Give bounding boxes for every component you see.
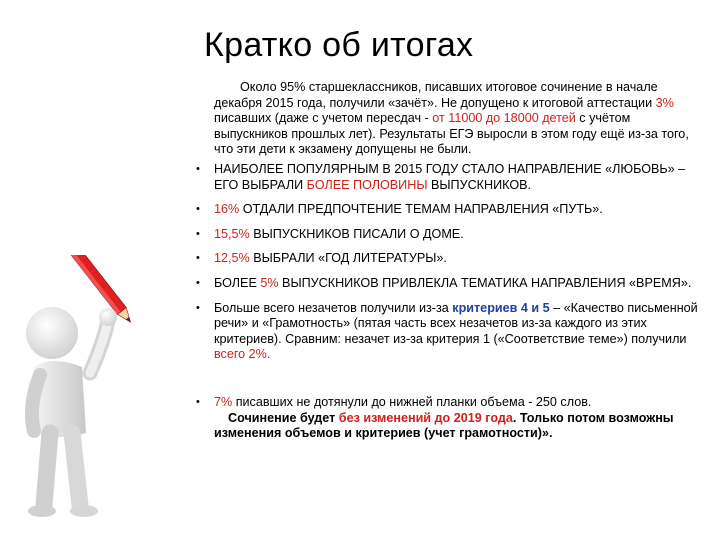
bullet-item — [196, 251, 700, 267]
bullet-list — [196, 162, 700, 442]
content-text — [196, 80, 700, 442]
intro-text-1: Около 95% старшеклассников, писавших итоговое сочинение в начале декабря 2015 года, получили «зачёт». Не допущено к итоговой аттестации — [214, 80, 658, 110]
bullet-highlight: 12,5% — [214, 251, 250, 266]
bullet-highlight: всего 2%. — [214, 347, 271, 362]
bullet-emphasis: критериев 4 и 5 — [452, 300, 550, 315]
bullet-highlight: БОЛЕЕ ПОЛОВИНЫ — [306, 177, 428, 192]
bullet-item — [196, 227, 700, 243]
bullet-highlight: 16% — [214, 202, 240, 217]
final-text-1: Сочинение будет — [228, 410, 339, 425]
intro-paragraph — [196, 80, 700, 158]
bullet-text: ВЫПУСКНИКОВ ПРИВЛЕКЛА ТЕМАТИКА НАПРАВЛЕНИЯ «ВРЕМЯ». — [278, 275, 692, 290]
bullet-text: – «Качество письменной речи» и «Грамотность» (пятая часть всех незачетов из-за каждого из этих критериев). Сравним: незачет из-за критерия 1 («Соответствие теме») получили — [214, 300, 698, 346]
bullet-text: БОЛЕЕ — [214, 275, 261, 290]
bullet-text: НАИБОЛЕЕ ПОПУЛЯРНЫМ В 2015 ГОДУ СТАЛО НАПРАВЛЕНИЕ «ЛЮБОВЬ» – ЕГО ВЫБРАЛИ — [214, 161, 686, 192]
bullet-item — [196, 202, 700, 218]
intro-highlight-1: 3% — [655, 95, 674, 110]
bullet-dot: • — [196, 162, 200, 175]
bullet-highlight: 5% — [260, 275, 279, 290]
intro-text-2: писавших (даже с учетом пересдач - — [214, 111, 433, 126]
final-text-2: . Только потом возможны изменения объемов и критериев (учет грамотности)». — [214, 410, 674, 441]
bullet-highlight: 7% — [214, 394, 233, 409]
bullet-dot: • — [196, 227, 200, 240]
bullet-dot: • — [196, 276, 200, 289]
figure-with-red-pencil-icon — [12, 255, 162, 525]
bullet-highlight: 15,5% — [214, 226, 250, 241]
bullet-text: ВЫПУСКНИКОВ ПИСАЛИ О ДОМЕ. — [249, 226, 464, 241]
bullet-item — [196, 162, 700, 193]
bullet-item — [196, 276, 700, 292]
bullet-text: Больше всего незачетов получили из-за — [214, 300, 453, 315]
intro-highlight-2: от 11000 до 18000 детей — [432, 111, 576, 126]
spacer — [196, 372, 700, 386]
bullet-dot: • — [196, 395, 200, 408]
bullet-text: ВЫБРАЛИ «ГОД ЛИТЕРАТУРЫ». — [249, 251, 447, 266]
bullet-text: ОТДАЛИ ПРЕДПОЧТЕНИЕ ТЕМАМ НАПРАВЛЕНИЯ «ПУТЬ». — [239, 202, 603, 217]
bullet-dot: • — [196, 203, 200, 216]
slide-title: Кратко об итогах — [204, 26, 474, 64]
final-note — [214, 411, 674, 441]
intro-text-3: с учётом выпускников прошлых лет). Результаты ЕГЭ выросли в этом году ещё из-за того, что эти дети к экзамену допущены не были. — [214, 111, 689, 157]
bullet-dot: • — [196, 301, 200, 314]
bullet-text: ВЫПУСКНИКОВ. — [427, 177, 532, 192]
bullet-item — [196, 395, 700, 442]
bullet-item — [196, 301, 700, 363]
final-highlight: без изменений до 2019 года — [338, 410, 513, 425]
bullet-dot: • — [196, 252, 200, 265]
bullet-text: писавших не дотянули до нижней планки объема - 250 слов. — [232, 394, 592, 409]
